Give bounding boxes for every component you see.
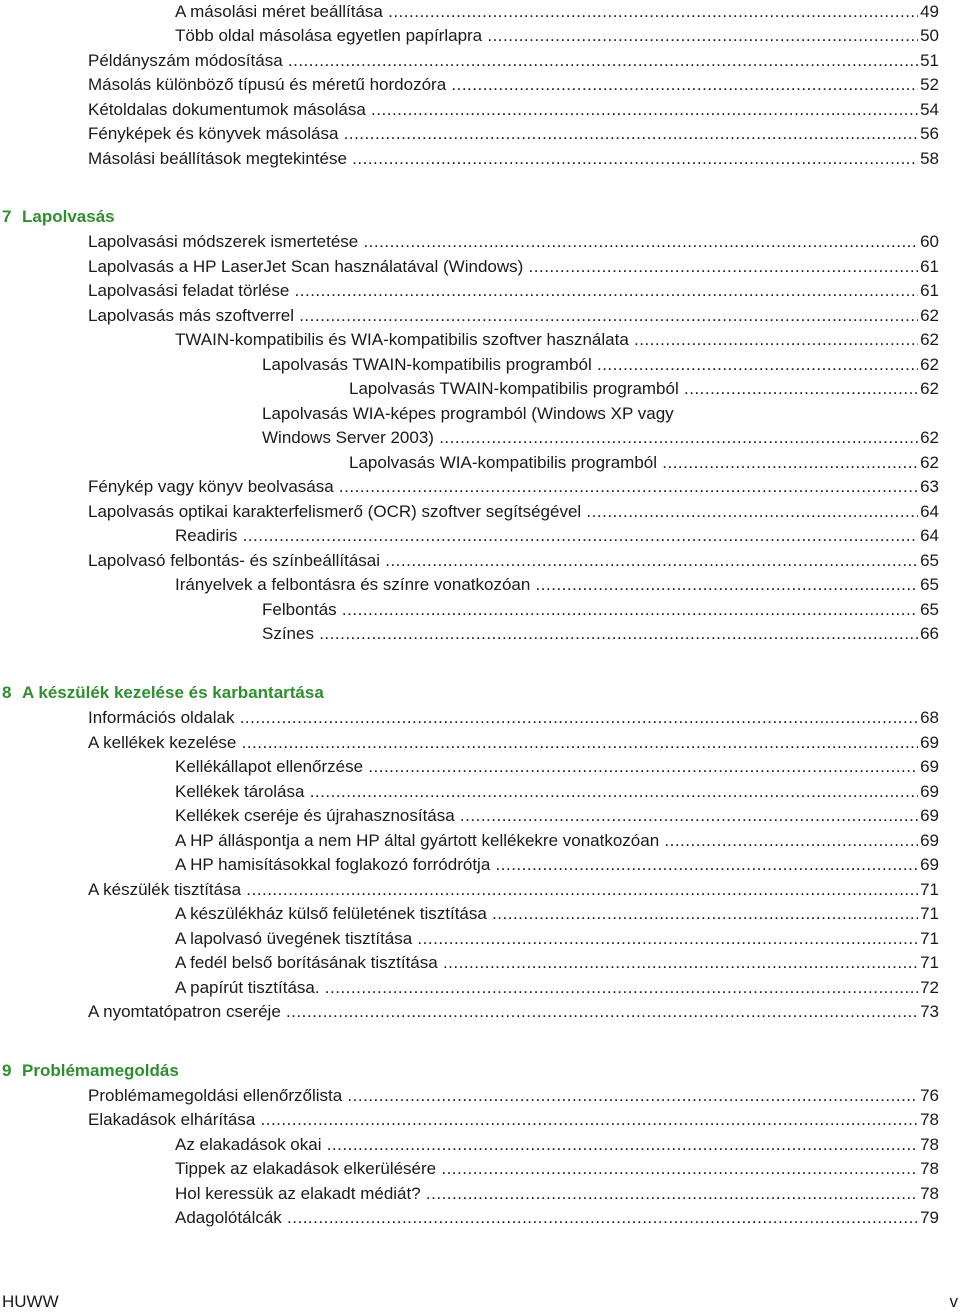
toc-page-number: 78 xyxy=(918,1157,939,1181)
toc-page-number: 71 xyxy=(918,951,939,975)
toc-entry[interactable] xyxy=(262,622,939,646)
chapter-title: Problémamegoldás xyxy=(22,1061,179,1080)
toc-page-number: 68 xyxy=(918,706,939,730)
toc-page-number: 78 xyxy=(918,1182,939,1206)
toc-entry[interactable] xyxy=(88,1108,939,1132)
toc-entry-title: Kellékállapot ellenőrzése ..... xyxy=(175,757,939,776)
toc-page-number: 65 xyxy=(918,573,939,597)
toc-page-number: 69 xyxy=(918,780,939,804)
toc-page-number: 71 xyxy=(918,927,939,951)
toc-page-number: 58 xyxy=(918,147,939,171)
toc-entry-title: Elakadások elhárítása ..... xyxy=(88,1110,939,1129)
toc-page-number: 62 xyxy=(918,304,939,328)
toc-page-number: 61 xyxy=(918,279,939,303)
toc-entry[interactable] xyxy=(175,1157,939,1181)
toc-page-number: 66 xyxy=(918,622,939,646)
toc-entry[interactable] xyxy=(175,927,939,951)
toc-entry[interactable] xyxy=(88,500,939,524)
toc-entry-title: Fénykép vagy könyv beolvasása ..... xyxy=(88,477,939,496)
toc-page-number: 62 xyxy=(918,451,939,475)
toc-entry[interactable] xyxy=(175,328,939,352)
chapter-title: Lapolvasás xyxy=(22,207,115,226)
toc-entry[interactable] xyxy=(88,255,939,279)
toc-entry-title: Windows Server 2003) ..... xyxy=(262,428,939,447)
toc-entry[interactable] xyxy=(175,902,939,926)
toc-page-number: 54 xyxy=(918,98,939,122)
toc-page-number: 61 xyxy=(918,255,939,279)
toc-page-number: 49 xyxy=(918,0,939,24)
toc-page-number: 51 xyxy=(918,49,939,73)
toc-page-number: 73 xyxy=(918,1000,939,1024)
toc-page-number: 78 xyxy=(918,1133,939,1157)
chapter-heading-7[interactable] xyxy=(2,205,115,229)
toc-entry[interactable] xyxy=(88,878,939,902)
toc-entry-title: A kellékek kezelése ..... xyxy=(88,733,939,752)
toc-entry[interactable] xyxy=(88,279,939,303)
footer-doc-code: HUWW xyxy=(2,1292,59,1311)
toc-entry-title: Problémamegoldási ellenőrzőlista ..... xyxy=(88,1086,939,1105)
toc-page-number: 72 xyxy=(918,976,939,1000)
toc-entry-title: A papírút tisztítása. ..... xyxy=(175,978,939,997)
toc-entry[interactable] xyxy=(88,122,939,146)
toc-page-number: 69 xyxy=(918,755,939,779)
toc-entry-title: Irányelvek a felbontásra és színre vonatkozóan ..... xyxy=(175,575,939,594)
toc-page-number: 71 xyxy=(918,902,939,926)
toc-entry[interactable] xyxy=(262,353,939,377)
toc-entry-title: A készülék tisztítása ..... xyxy=(88,880,939,899)
toc-page-number: 76 xyxy=(918,1084,939,1108)
toc-entry-title: Információs oldalak ..... xyxy=(88,708,939,727)
toc-entry[interactable] xyxy=(262,598,939,622)
toc-page-number: 64 xyxy=(918,524,939,548)
footer-page-number: v xyxy=(949,1292,958,1311)
toc-entry[interactable] xyxy=(88,304,939,328)
toc-page-number: 69 xyxy=(918,853,939,877)
toc-page-number: 65 xyxy=(918,549,939,573)
toc-entry-title: Több oldal másolása egyetlen papírlapra ..... xyxy=(175,26,939,45)
toc-page-number: 62 xyxy=(918,377,939,401)
toc-entry[interactable] xyxy=(175,853,939,877)
toc-page-number: 62 xyxy=(918,426,939,450)
toc-entry-title: Lapolvasás WIA-kompatibilis programból ..... xyxy=(349,453,939,472)
toc-entry-title: Lapolvasó felbontás- és színbeállításai ..... xyxy=(88,551,939,570)
toc-page-number: 78 xyxy=(918,1108,939,1132)
toc-entry-title: A lapolvasó üvegének tisztítása ..... xyxy=(175,929,939,948)
toc-page-number: 79 xyxy=(918,1206,939,1230)
toc-entry-title: Fényképek és könyvek másolása ..... xyxy=(88,124,939,143)
toc-entry-title: Az elakadások okai ..... xyxy=(175,1135,939,1154)
toc-entry-title: A készülékház külső felületének tisztítása ..... xyxy=(175,904,939,923)
toc-entry[interactable] xyxy=(88,147,939,171)
toc-entry-title: TWAIN-kompatibilis és WIA-kompatibilis szoftver használata ..... xyxy=(175,330,939,349)
toc-entry-title: A másolási méret beállítása ..... xyxy=(175,2,939,21)
toc-entry-title: Színes ..... xyxy=(262,624,939,643)
chapter-heading-8[interactable] xyxy=(2,681,324,705)
toc-page-number: 50 xyxy=(918,24,939,48)
toc-page-number: 52 xyxy=(918,73,939,97)
toc-entry-title: Másolás különböző típusú és méretű hordozóra ..... xyxy=(88,75,939,94)
toc-page-number: 65 xyxy=(918,598,939,622)
toc-entry-title: Lapolvasási módszerek ismertetése ..... xyxy=(88,232,939,251)
toc-entry[interactable] xyxy=(88,230,939,254)
toc-entry[interactable] xyxy=(175,976,939,1000)
toc-entry[interactable] xyxy=(88,731,939,755)
toc-entry[interactable] xyxy=(175,829,939,853)
toc-entry-title: A fedél belső borításának tisztítása ..... xyxy=(175,953,939,972)
toc-entry-title: Példányszám módosítása ..... xyxy=(88,51,939,70)
chapter-number: 9 xyxy=(2,1061,12,1080)
toc-entry[interactable] xyxy=(175,951,939,975)
chapter-number: 7 xyxy=(2,207,12,226)
toc-entry-title: A nyomtatópatron cseréje ..... xyxy=(88,1002,939,1021)
toc-entry-title: Kétoldalas dokumentumok másolása ..... xyxy=(88,100,939,119)
toc-entry[interactable] xyxy=(88,549,939,573)
toc-entry[interactable] xyxy=(88,1084,939,1108)
toc-page-number: 60 xyxy=(918,230,939,254)
chapter-number: 8 xyxy=(2,683,12,702)
toc-entry-title: Tippek az elakadások elkerülésére ..... xyxy=(175,1159,939,1178)
toc-entry[interactable] xyxy=(88,706,939,730)
toc-entry[interactable] xyxy=(88,98,939,122)
toc-entry-title: Felbontás ..... xyxy=(262,600,939,619)
toc-entry[interactable] xyxy=(175,780,939,804)
toc-entry[interactable] xyxy=(175,1206,939,1230)
toc-page-number: 69 xyxy=(918,804,939,828)
toc-entry[interactable] xyxy=(88,475,939,499)
toc-entry-title: Lapolvasási feladat törlése ..... xyxy=(88,281,939,300)
toc-page-number: 62 xyxy=(918,328,939,352)
toc-entry[interactable] xyxy=(175,804,939,828)
toc-entry[interactable] xyxy=(88,1000,939,1024)
toc-entry[interactable] xyxy=(175,1182,939,1206)
toc-entry-title: Lapolvasás optikai karakterfelismerő (OCR) szoftver segítségével ..... xyxy=(88,502,939,521)
toc-entry-title: A HP hamisításokkal foglakozó forródrótja ..... xyxy=(175,855,939,874)
toc-entry-title: A HP álláspontja a nem HP által gyártott kellékekre vonatkozóan ..... xyxy=(175,831,939,850)
toc-entry-title: Adagolótálcák ..... xyxy=(175,1208,939,1227)
toc-entry[interactable] xyxy=(88,49,939,73)
toc-entry-title: Readiris ..... xyxy=(175,526,939,545)
toc-entry[interactable] xyxy=(349,377,939,401)
toc-entry[interactable] xyxy=(175,524,939,548)
toc-page-number: 56 xyxy=(918,122,939,146)
toc-entry[interactable] xyxy=(175,1133,939,1157)
toc-page-number: 64 xyxy=(918,500,939,524)
toc-entry-title: Kellékek tárolása ..... xyxy=(175,782,939,801)
toc-page-number: 62 xyxy=(918,353,939,377)
toc-entry-title: Lapolvasás TWAIN-kompatibilis programból ..... xyxy=(262,355,939,374)
toc-entry-title: Hol keressük az elakadt médiát? ..... xyxy=(175,1184,939,1203)
toc-entry[interactable] xyxy=(262,426,939,450)
toc-page-number: 69 xyxy=(918,731,939,755)
toc-page-number: 69 xyxy=(918,829,939,853)
toc-entry-title: Kellékek cseréje és újrahasznosítása ..... xyxy=(175,806,939,825)
footer-divider xyxy=(0,1289,960,1290)
chapter-heading-9[interactable] xyxy=(2,1059,179,1083)
toc-entry[interactable] xyxy=(88,73,939,97)
toc-entry-title-line1[interactable]: Lapolvasás WIA-képes programból (Windows XP vagy xyxy=(262,404,674,423)
chapter-title: A készülék kezelése és karbantartása xyxy=(22,683,324,702)
toc-entry[interactable] xyxy=(175,24,939,48)
toc-entry-title: Lapolvasás a HP LaserJet Scan használatával (Windows) ..... xyxy=(88,257,939,276)
toc-page-number: 71 xyxy=(918,878,939,902)
toc-page-number: 63 xyxy=(918,475,939,499)
toc-entry-title: Lapolvasás TWAIN-kompatibilis programból ..... xyxy=(349,379,939,398)
toc-entry[interactable] xyxy=(175,0,939,24)
toc-entry[interactable] xyxy=(175,755,939,779)
toc-entry-title: Lapolvasás más szoftverrel ..... xyxy=(88,306,939,325)
toc-entry-title: Másolási beállítások megtekintése ..... xyxy=(88,149,939,168)
toc-entry[interactable] xyxy=(349,451,939,475)
toc-entry[interactable] xyxy=(175,573,939,597)
